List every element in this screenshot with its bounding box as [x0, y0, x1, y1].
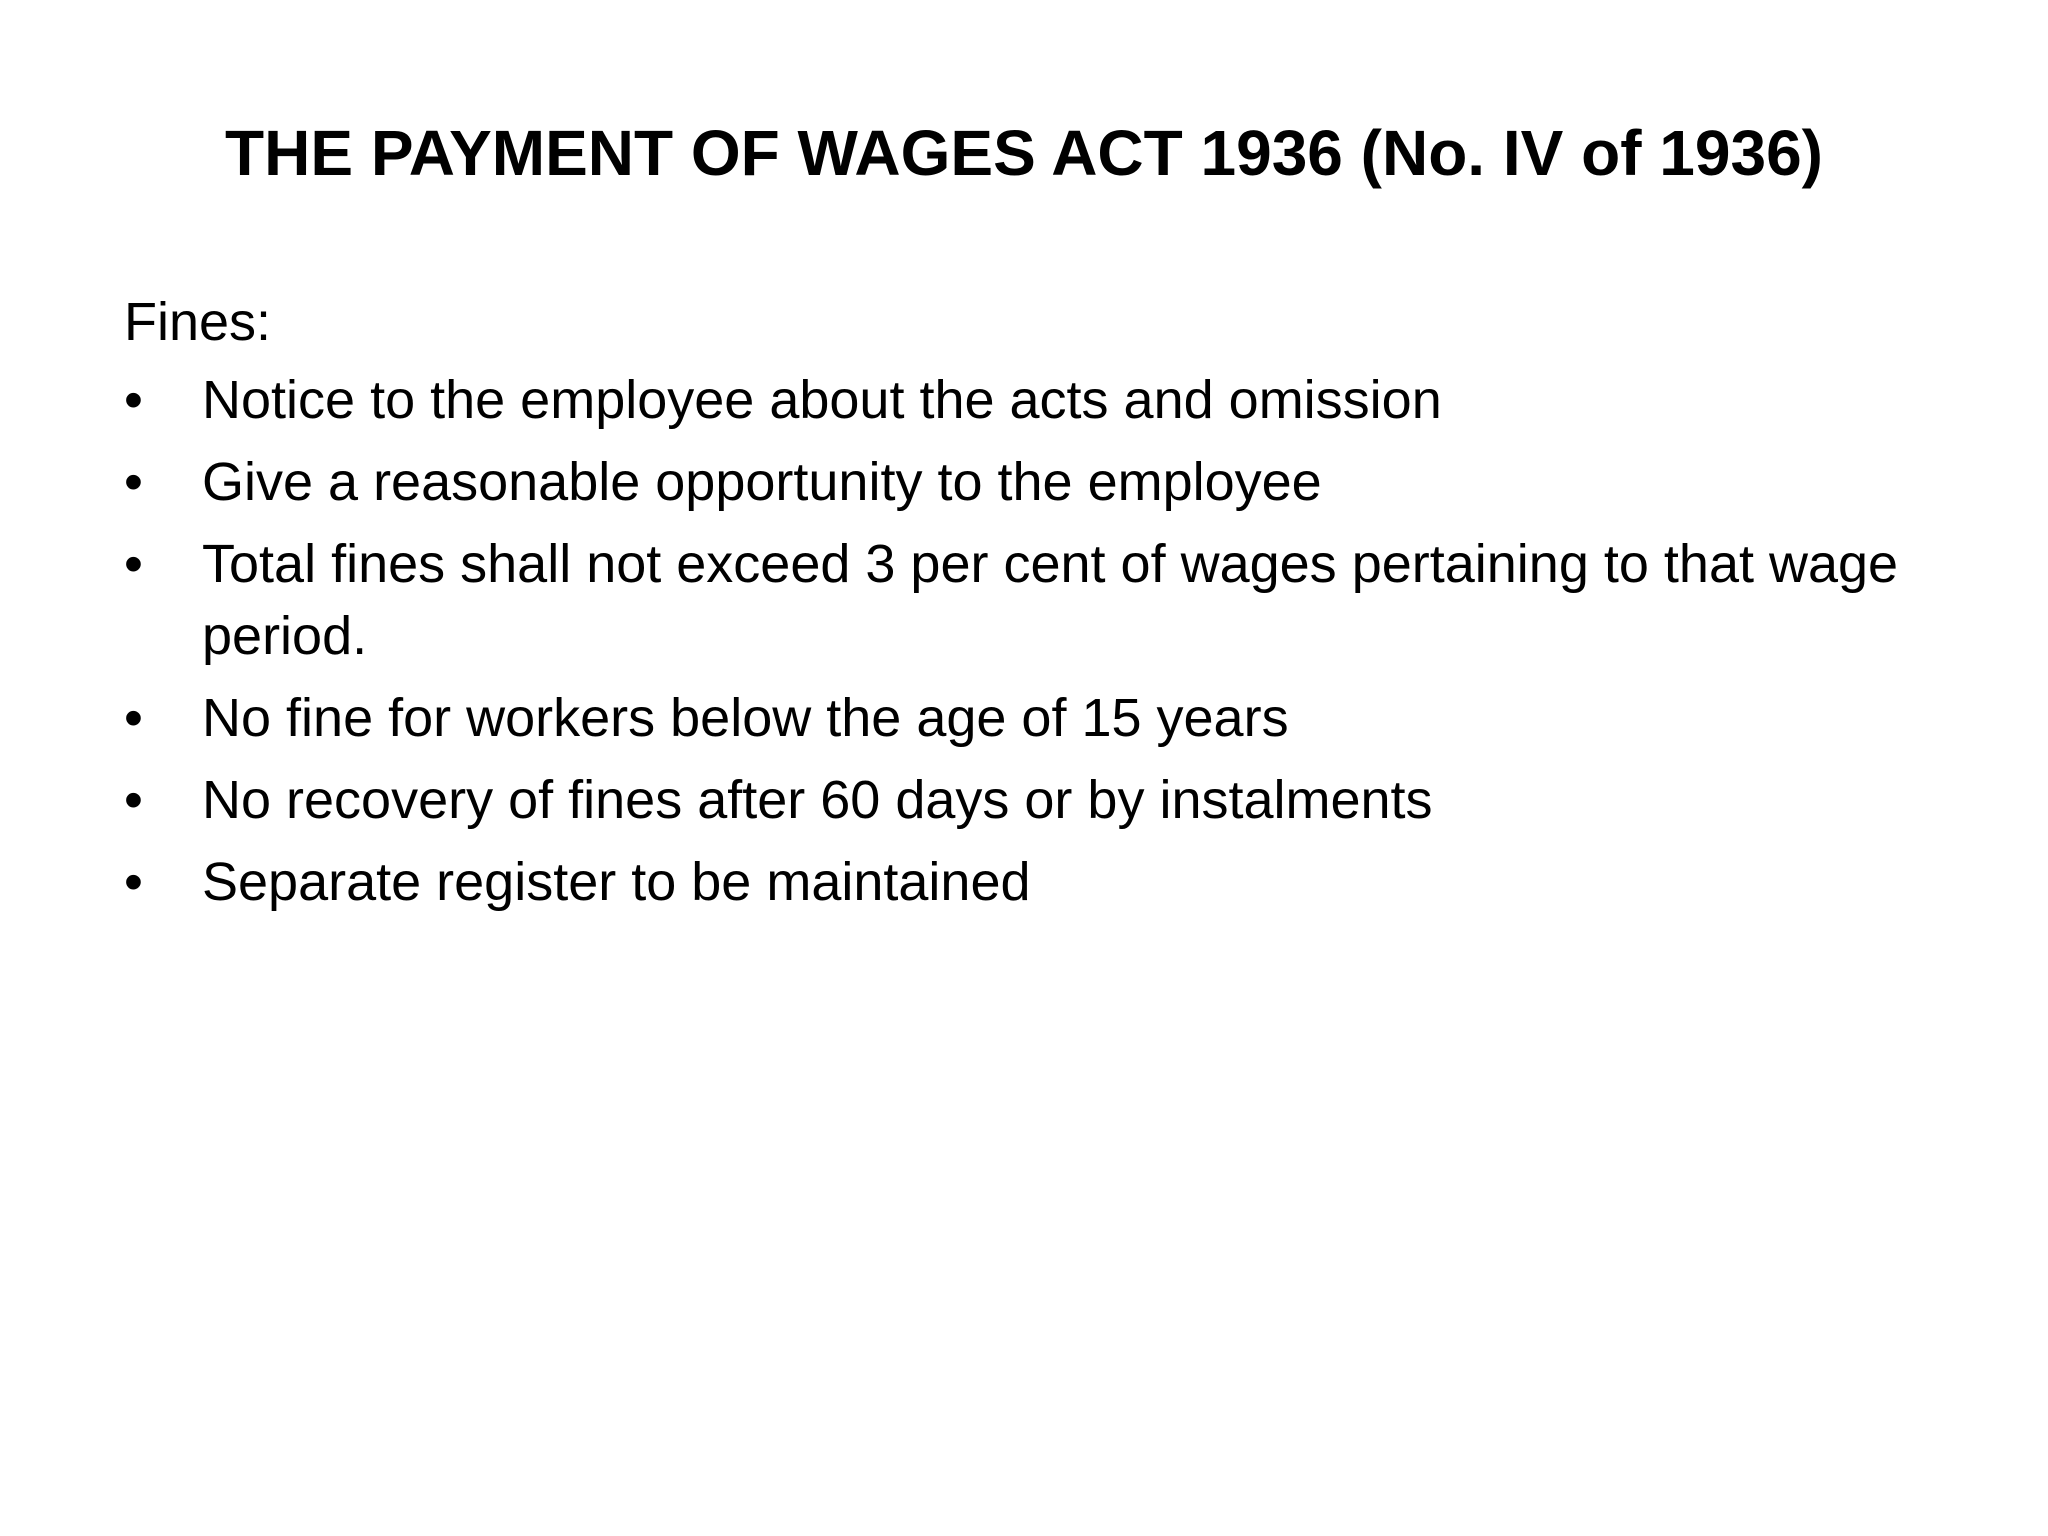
slide-title: THE PAYMENT OF WAGES ACT 1936 (No. IV of 1936) [225, 117, 1823, 189]
bullet-icon: • [124, 688, 143, 748]
bullet-icon: • [124, 534, 143, 594]
list-item [124, 364, 1924, 436]
bullet-text: Notice to the employee about the acts and omission [202, 370, 1442, 430]
list-item [124, 446, 1924, 518]
bullet-text: Give a reasonable opportunity to the employee [202, 452, 1322, 512]
bullet-icon: • [124, 452, 143, 512]
bullet-icon: • [124, 770, 143, 830]
bullet-icon: • [124, 370, 143, 430]
bullet-text: Separate register to be maintained [202, 852, 1031, 912]
list-item [124, 682, 1924, 754]
list-item [124, 528, 1924, 672]
bullet-icon: • [124, 852, 143, 912]
list-item [124, 764, 1924, 836]
section-heading-fines: Fines: [124, 292, 272, 352]
list-item [124, 846, 1924, 918]
bullet-text: Total fines shall not exceed 3 per cent of wages pertaining to that wage period. [202, 534, 1899, 666]
bullet-list [124, 364, 1924, 928]
bullet-text: No recovery of fines after 60 days or by instalments [202, 770, 1433, 830]
bullet-text: No fine for workers below the age of 15 years [202, 688, 1289, 748]
